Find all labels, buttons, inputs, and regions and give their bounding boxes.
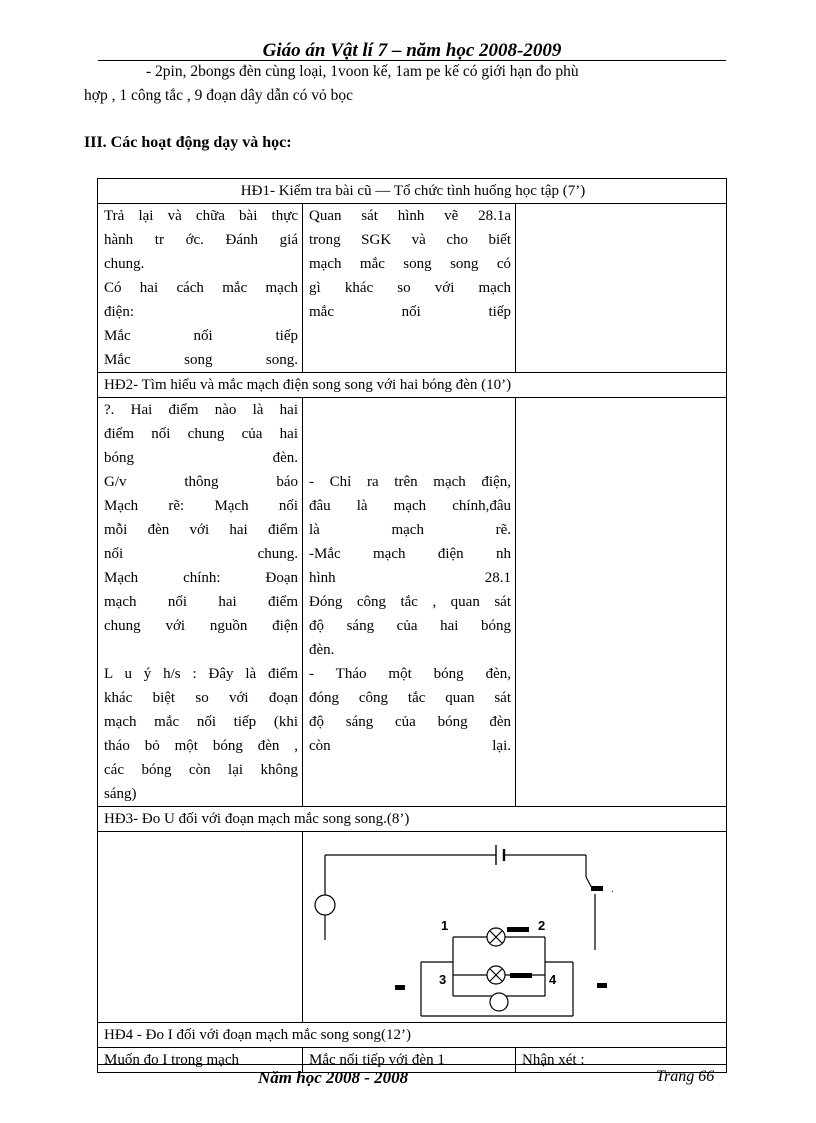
cell-line: bóng đèn.: [104, 450, 298, 466]
point-label-3: 3: [439, 972, 447, 987]
cell-line: khác biệt so với đoạn: [104, 690, 298, 706]
hd1-note-cell: [516, 204, 727, 373]
footer-rule: [98, 1064, 726, 1065]
hd1-title: HĐ1- Kiểm tra bài cũ — Tổ chức tình huống học tập (7’): [98, 179, 727, 204]
hd2-title: HĐ2- Tìm hiểu và mắc mạch điện song song với hai bóng đèn (10’): [98, 373, 727, 398]
cell-line: [309, 446, 511, 470]
hd4-teacher-cell: Muốn đo I trong mạch: [98, 1048, 303, 1073]
cell-line: chung với nguồn điện: [104, 618, 298, 634]
cell-line: hình 28.1: [309, 570, 511, 586]
cell-line: còn lại.: [309, 738, 511, 754]
cell-line: gì khác so với mạch: [309, 280, 511, 296]
lesson-table: [97, 178, 727, 1073]
hd1-content-row: [98, 204, 727, 373]
switch-terminal-mark: [591, 886, 603, 891]
circuit-diagram: [303, 832, 725, 1022]
cell-line: Mạch chính: Đoạn: [104, 570, 298, 586]
cell-line: L u ý h/s : Đây là điểm: [104, 666, 298, 682]
cell-line: Mắc nối tiếp: [104, 328, 298, 344]
cell-line: mắc nối tiếp: [309, 304, 511, 320]
hd2-note-cell: [516, 398, 727, 807]
materials-paragraph: [84, 60, 724, 108]
cell-line: điểm nối chung của hai: [104, 426, 298, 442]
hd1-teacher-cell: [98, 204, 303, 373]
cell-line: sáng): [104, 786, 137, 802]
point-label-1: 1: [441, 918, 449, 933]
hd4-title: HĐ4 - Đo I đối với đoạn mạch mắc song song(12’): [98, 1023, 727, 1048]
hd4-title-row: [98, 1023, 727, 1048]
voltmeter-circle: [315, 895, 335, 915]
page-header: Giáo án Vật lí 7 – năm học 2008-2009: [262, 40, 562, 61]
cell-line: trong SGK và cho biết: [309, 232, 511, 248]
cell-line: đâu là mạch chính,đâu: [309, 498, 511, 514]
footer-year: Năm học 2008 - 2008: [258, 1068, 409, 1087]
cell-line: Đóng công tắc , quan sát: [309, 594, 511, 610]
hd1-student-cell: [303, 204, 516, 373]
cell-line: mạch nối hai điểm: [104, 594, 298, 610]
cell-line: mạch mắc song song có: [309, 256, 511, 272]
cell-line: Trả lại và chữa bài thực: [104, 208, 298, 224]
cell-line: tháo bỏ một bóng đèn ,: [104, 738, 298, 754]
hd2-title-row: [98, 373, 727, 398]
cell-line: độ sáng của bóng đèn: [309, 714, 511, 730]
hd3-title: HĐ3- Đo U đối với đoạn mạch mắc song song.(8’): [98, 807, 727, 832]
cell-line: Quan sát hình vẽ 28.1a: [309, 208, 511, 224]
cell-line: mạch mắc nối tiếp (khi: [104, 714, 298, 730]
materials-line-2: hợp , 1 công tắc , 9 đoạn dây dẫn có vỏ bọc: [84, 87, 354, 104]
cell-line: đèn.: [309, 642, 335, 658]
hd4-content-row: [98, 1048, 727, 1073]
cell-line: các bóng còn lại không: [104, 762, 298, 778]
hd4-student-cell: Mắc nối tiếp với đèn 1: [303, 1048, 516, 1073]
cell-line: mỗi đèn với hai điểm: [104, 522, 298, 538]
hd3-diagram-cell: [303, 832, 727, 1023]
cell-line: [309, 398, 511, 422]
cell-line: là mạch rẽ.: [309, 522, 511, 538]
cell-line: - Tháo một bóng đèn,: [309, 666, 511, 682]
cell-line: Mạch rẽ: Mạch nối: [104, 498, 298, 514]
section-heading: III. Các hoạt động dạy và học:: [84, 134, 292, 151]
hd3-teacher-cell: [98, 832, 303, 1023]
point-label-4: 4: [549, 972, 557, 987]
hd2-content-row: [98, 398, 727, 807]
cell-line: nối chung.: [104, 546, 298, 562]
hd2-teacher-cell: [98, 398, 303, 807]
bottom-meter-circle: [490, 993, 508, 1011]
cell-line: G/v thông báo: [104, 474, 298, 490]
right-terminal-mark: [597, 983, 607, 988]
cell-line: ?. Hai điểm nào là hai: [104, 402, 298, 418]
hd4-note-cell: Nhận xét :: [516, 1048, 727, 1073]
materials-line-1: - 2pin, 2bongs đèn cùng loại, 1voon kế, 1am pe kế có giới hạn đo phù: [146, 63, 579, 80]
cell-line: Mắc song song.: [104, 352, 298, 368]
switch-dot: .: [611, 884, 614, 895]
hd1-title-row: [98, 179, 727, 204]
cell-line: độ sáng của hai bóng: [309, 618, 511, 634]
hd3-title-row: [98, 807, 727, 832]
page-number: Trang 66: [656, 1068, 715, 1085]
terminal-mark-lamp1: [507, 927, 529, 932]
left-terminal-mark: [395, 985, 405, 990]
point-label-2: 2: [538, 918, 546, 933]
cell-line: -Mắc mạch điện nh: [309, 546, 511, 562]
terminal-mark-lamp2: [510, 973, 532, 978]
cell-line: điện:: [104, 304, 134, 320]
hd2-student-cell: [303, 398, 516, 807]
cell-line: chung.: [104, 256, 145, 272]
cell-line: hành tr ớc. Đánh giá: [104, 232, 298, 248]
cell-line: [309, 422, 511, 446]
cell-line: - Chỉ ra trên mạch điện,: [309, 474, 511, 490]
cell-line: Có hai cách mắc mạch: [104, 280, 298, 296]
cell-line: [104, 638, 298, 662]
cell-line: đóng công tắc quan sát: [309, 690, 511, 706]
hd3-content-row: [98, 832, 727, 1023]
